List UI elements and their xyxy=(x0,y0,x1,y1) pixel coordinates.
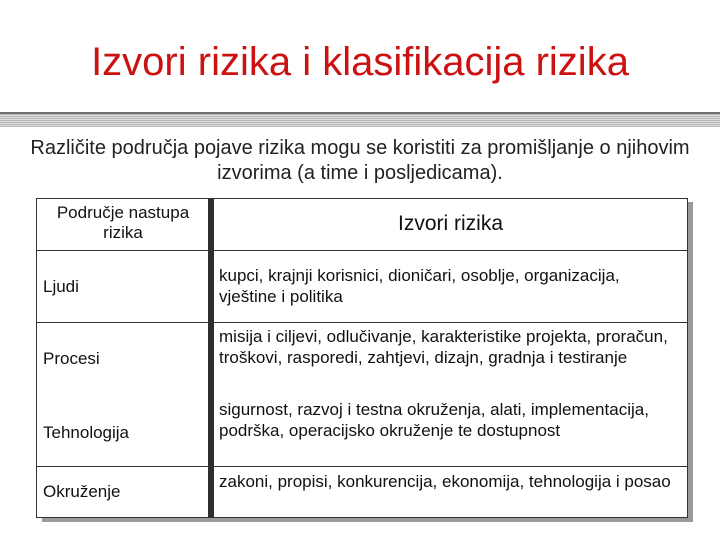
header-area: Područje nastupa rizika xyxy=(56,203,190,242)
row-area-people: Ljudi xyxy=(43,277,79,296)
title-divider xyxy=(0,113,720,127)
risk-sources-table xyxy=(36,198,688,518)
slide-title: Izvori rizika i klasifikacija rizika xyxy=(91,40,629,84)
row-area-environment: Okruženje xyxy=(43,482,121,501)
row-area-technology: Tehnologija xyxy=(43,423,130,442)
intro-text: Različite područja pojave rizika mogu se koristiti za promišljanje o njihovim izvorima (a time i posljedicama). xyxy=(30,137,690,184)
table-row-divider xyxy=(37,322,687,323)
table-row-divider xyxy=(37,250,687,251)
title-divider-line xyxy=(0,112,720,114)
row-area-processes: Procesi xyxy=(43,349,100,368)
row-sources-environment: zakoni, propisi, konkurencija, ekonomija, tehnologija i posao xyxy=(219,472,671,491)
row-sources-people: kupci, krajnji korisnici, dioničari, osoblje, organizacija, vještine i politika xyxy=(219,266,620,306)
table-column-divider xyxy=(208,199,214,517)
row-sources-technology: sigurnost, razvoj i testna okruženja, alati, implementacija, podrška, operacijsko okruženje te dostupnost xyxy=(219,400,649,440)
header-sources: Izvori rizika xyxy=(397,212,503,235)
row-sources-processes: misija i ciljevi, odlučivanje, karakteristike projekta, proračun, troškovi, rasporedi, zahtjevi, dizajn, gradnja i testiranje xyxy=(219,327,668,367)
table-row-divider xyxy=(37,466,687,467)
